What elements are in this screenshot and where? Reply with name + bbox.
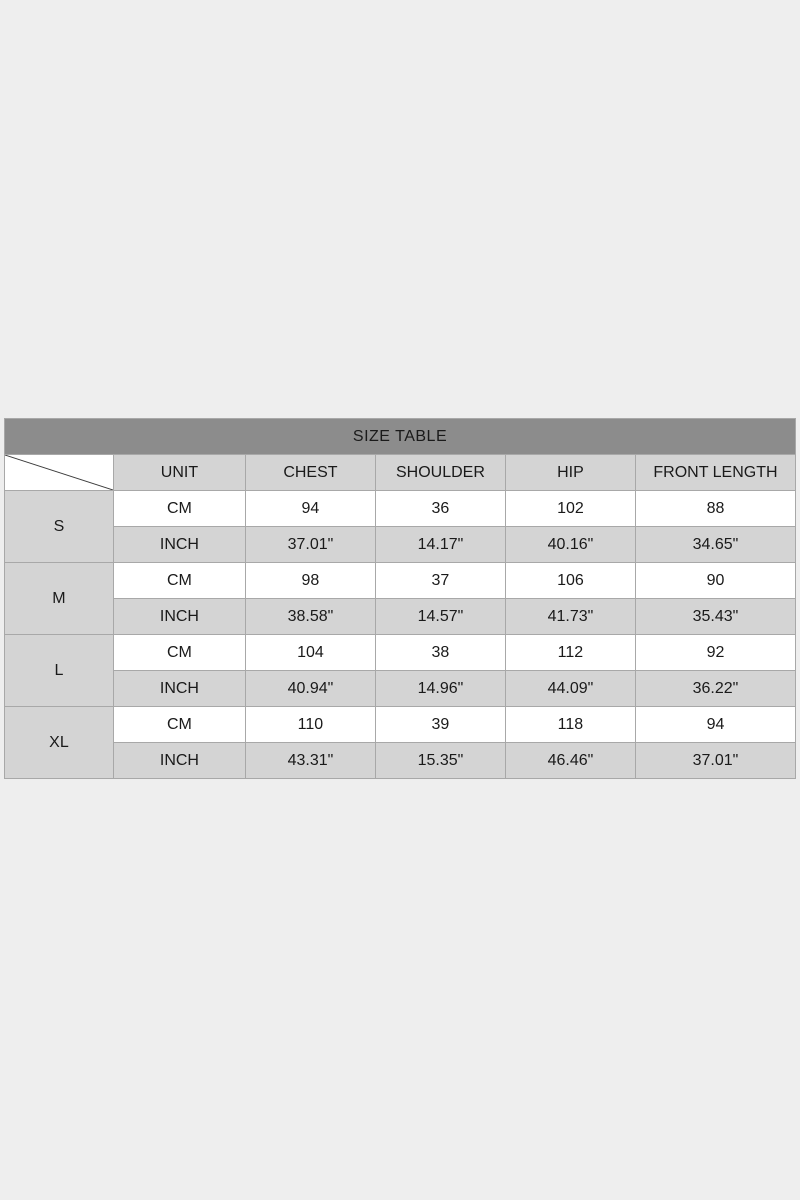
cell-m-cm-hip: 106 [505, 563, 635, 599]
cell-m-inch-hip: 41.73" [505, 599, 635, 635]
table-row [5, 743, 796, 779]
unit-label-inch: INCH [113, 527, 245, 563]
cell-m-cm-shoulder: 37 [375, 563, 505, 599]
size-label-m: M [5, 563, 114, 635]
cell-s-cm-shoulder: 36 [375, 491, 505, 527]
size-label-l: L [5, 635, 114, 707]
table-title: SIZE TABLE [5, 419, 796, 455]
unit-label-cm: CM [113, 707, 245, 743]
cell-xl-inch-shoulder: 15.35" [375, 743, 505, 779]
unit-label-cm: CM [113, 491, 245, 527]
cell-s-inch-hip: 40.16" [505, 527, 635, 563]
cell-xl-cm-chest: 110 [245, 707, 375, 743]
table-row [5, 563, 796, 599]
unit-label-inch: INCH [113, 743, 245, 779]
cell-s-cm-chest: 94 [245, 491, 375, 527]
cell-l-inch-shoulder: 14.96" [375, 671, 505, 707]
column-header-chest: CHEST [245, 455, 375, 491]
table-row [5, 671, 796, 707]
cell-xl-cm-hip: 118 [505, 707, 635, 743]
table-row [5, 527, 796, 563]
cell-l-cm-front-length: 92 [635, 635, 795, 671]
column-header-shoulder: SHOULDER [375, 455, 505, 491]
unit-label-inch: INCH [113, 671, 245, 707]
cell-xl-inch-chest: 43.31" [245, 743, 375, 779]
cell-s-inch-front-length: 34.65" [635, 527, 795, 563]
cell-l-inch-chest: 40.94" [245, 671, 375, 707]
size-label-s: S [5, 491, 114, 563]
table-header-row [5, 455, 796, 491]
cell-xl-cm-front-length: 94 [635, 707, 795, 743]
cell-l-cm-hip: 112 [505, 635, 635, 671]
size-label-xl: XL [5, 707, 114, 779]
cell-l-cm-chest: 104 [245, 635, 375, 671]
diagonal-divider-icon [5, 455, 114, 491]
unit-label-inch: INCH [113, 599, 245, 635]
size-table [4, 418, 796, 779]
cell-m-inch-front-length: 35.43" [635, 599, 795, 635]
cell-m-inch-chest: 38.58" [245, 599, 375, 635]
cell-m-cm-front-length: 90 [635, 563, 795, 599]
unit-label-cm: CM [113, 563, 245, 599]
column-header-front-length: FRONT LENGTH [635, 455, 795, 491]
cell-l-cm-shoulder: 38 [375, 635, 505, 671]
cell-xl-inch-hip: 46.46" [505, 743, 635, 779]
diagonal-line-icon [5, 455, 113, 490]
cell-m-inch-shoulder: 14.57" [375, 599, 505, 635]
cell-m-cm-chest: 98 [245, 563, 375, 599]
cell-s-inch-chest: 37.01" [245, 527, 375, 563]
table-row [5, 707, 796, 743]
cell-s-inch-shoulder: 14.17" [375, 527, 505, 563]
cell-s-cm-hip: 102 [505, 491, 635, 527]
cell-l-inch-hip: 44.09" [505, 671, 635, 707]
cell-s-cm-front-length: 88 [635, 491, 795, 527]
unit-label-cm: CM [113, 635, 245, 671]
cell-xl-cm-shoulder: 39 [375, 707, 505, 743]
table-row [5, 599, 796, 635]
cell-l-inch-front-length: 36.22" [635, 671, 795, 707]
table-row [5, 491, 796, 527]
table-row [5, 635, 796, 671]
cell-xl-inch-front-length: 37.01" [635, 743, 795, 779]
column-header-hip: HIP [505, 455, 635, 491]
table-title-row [5, 419, 796, 455]
size-table-container [4, 418, 796, 779]
column-header-unit: UNIT [113, 455, 245, 491]
